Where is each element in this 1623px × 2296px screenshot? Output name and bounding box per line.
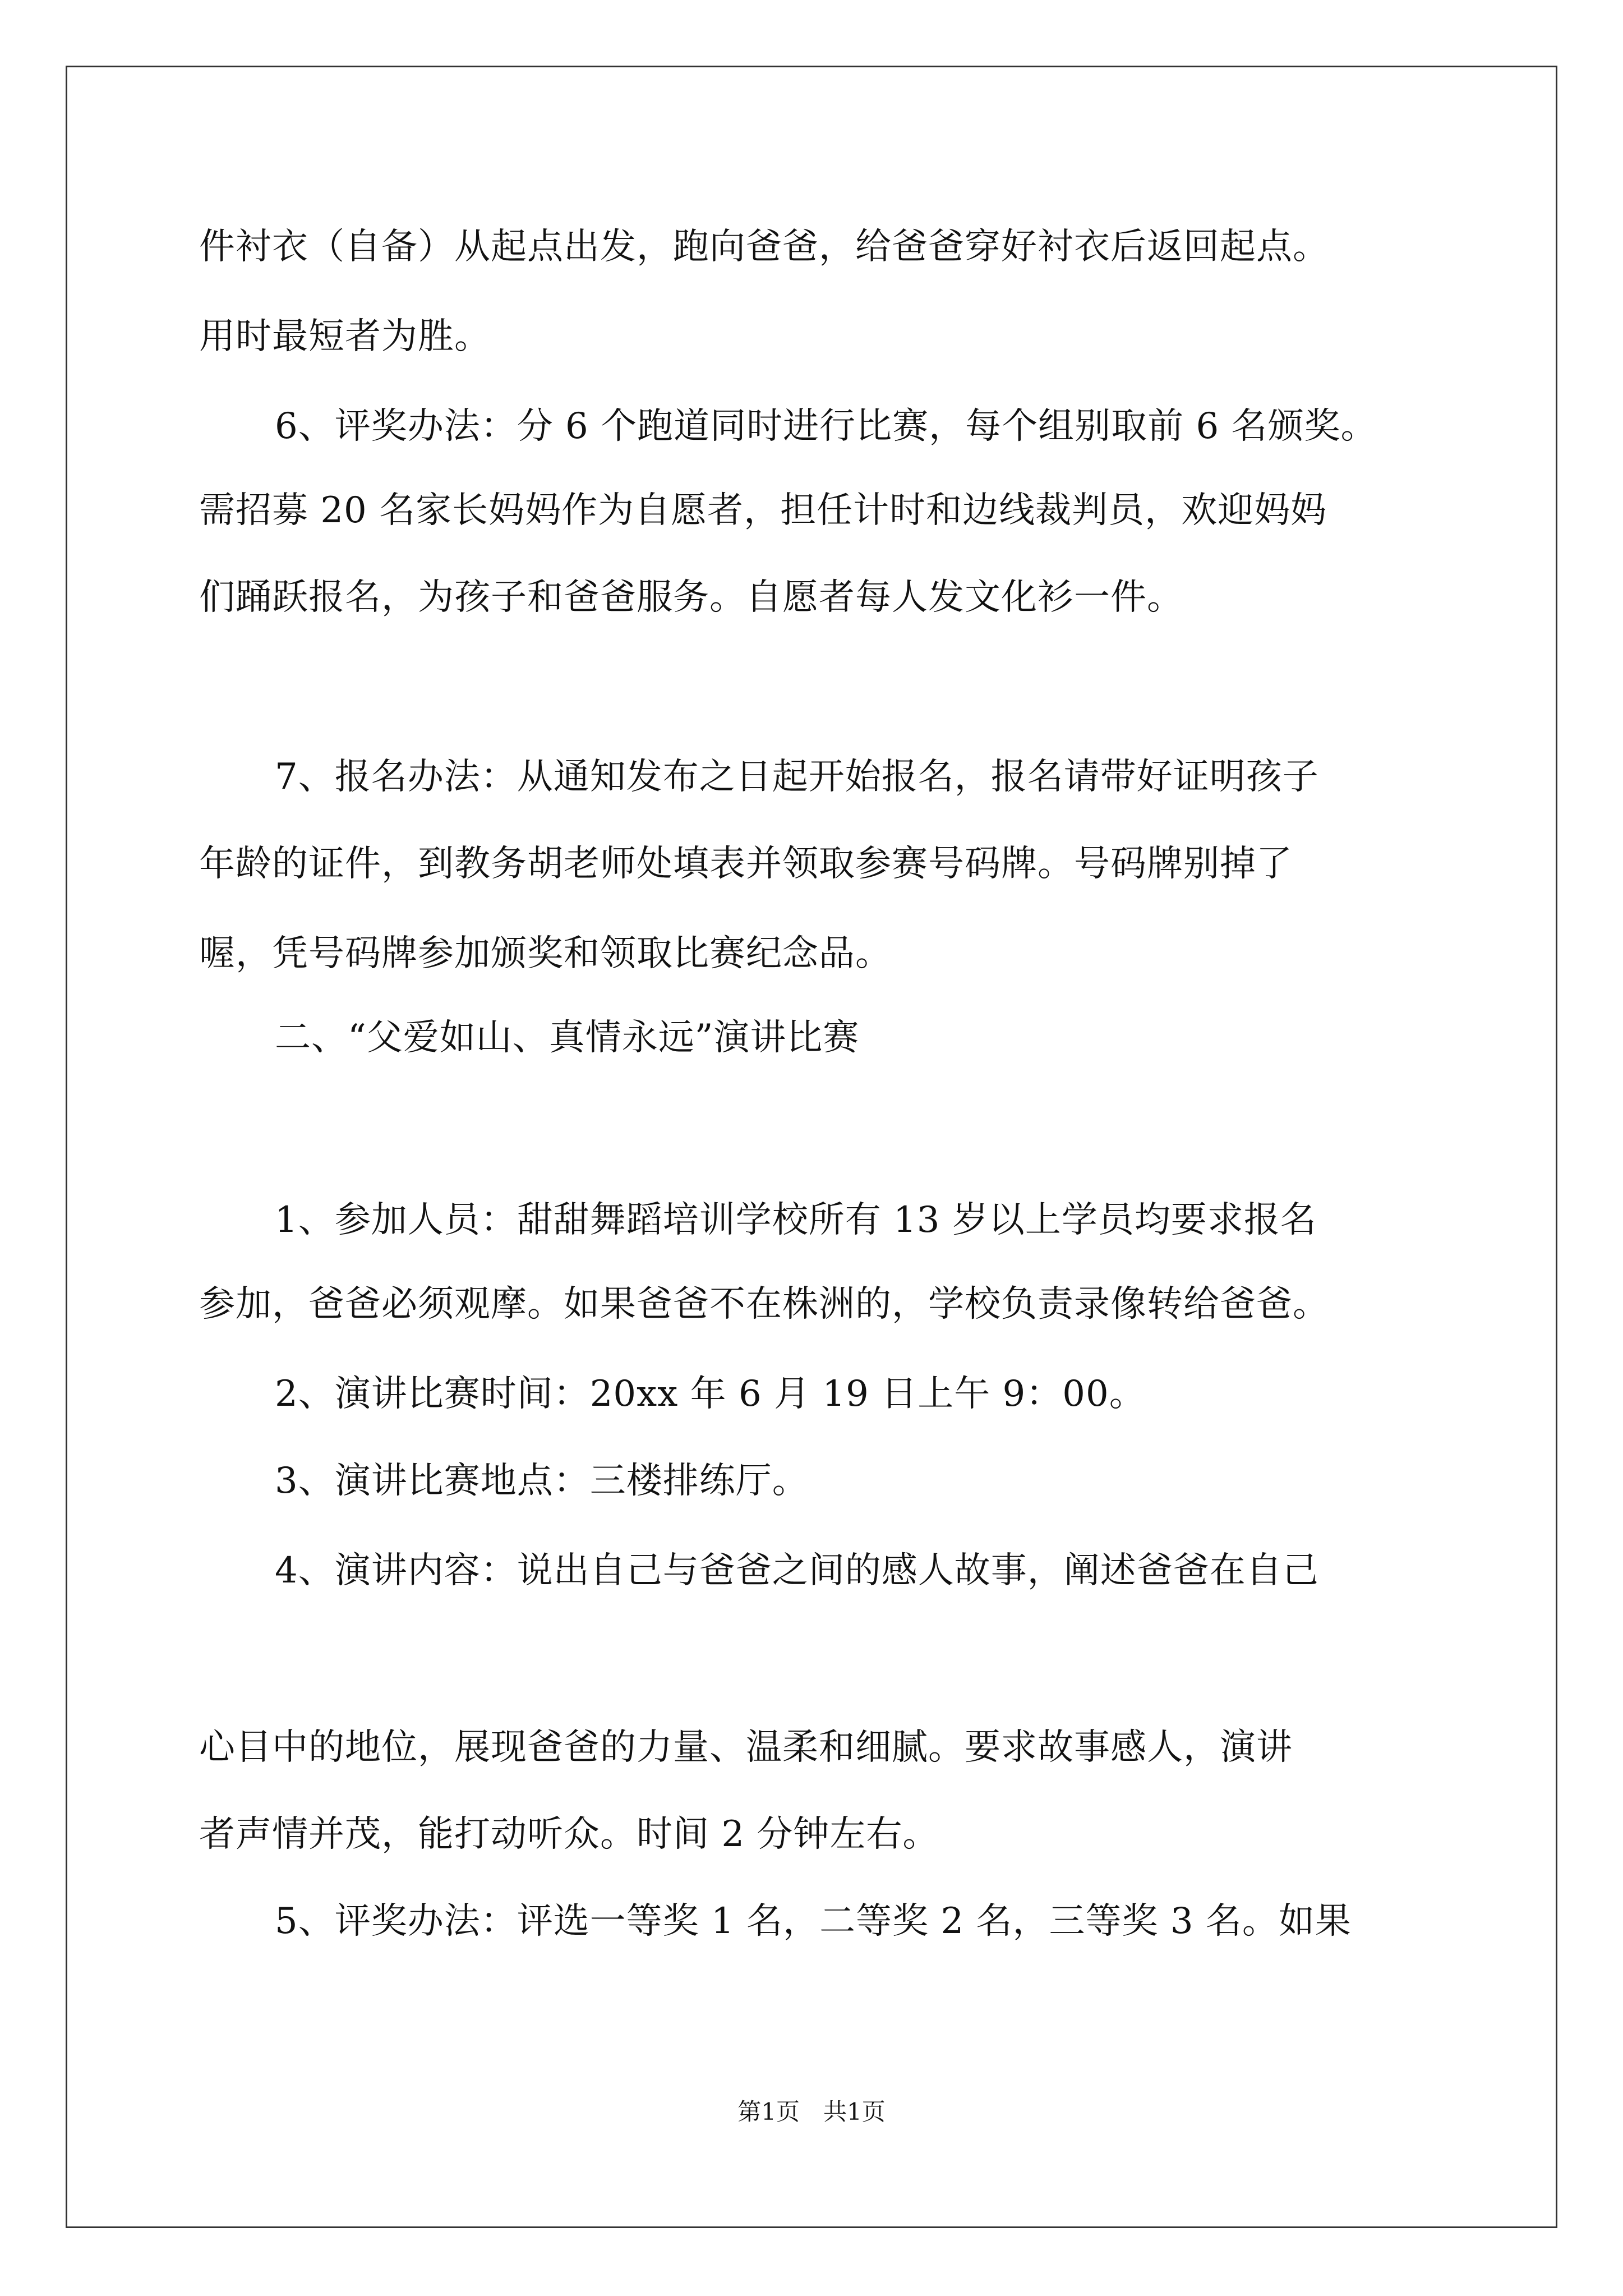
text-line: 7、报名办法：从通知发布之日起开始报名，报名请带好证明孩子: [275, 756, 1319, 798]
text-line: 3、演讲比赛地点：三楼排练厅。: [275, 1460, 809, 1502]
text-line: 们踊跃报名，为孩子和爸爸服务。自愿者每人发文化衫一件。: [199, 577, 1183, 618]
text-line: 6、评奖办法：分 6 个跑道同时进行比赛，每个组别取前 6 名颁奖。: [275, 406, 1377, 447]
text-line: 4、演讲内容：说出自己与爸爸之间的感人故事，阐述爸爸在自己: [275, 1550, 1319, 1591]
text-line: 心目中的地位，展现爸爸的力量、温柔和细腻。要求故事感人，演讲: [199, 1727, 1293, 1768]
text-line: 需招募 20 名家长妈妈作为自愿者，担任计时和边线裁判员，欢迎妈妈: [199, 490, 1327, 531]
page-number-footer: 第1页 共1页: [737, 2098, 886, 2125]
text-line: 2、演讲比赛时间：20xx 年 6 月 19 日上午 9：00。: [275, 1373, 1146, 1415]
text-line: 5、评奖办法：评选一等奖 1 名，二等奖 2 名，三等奖 3 名。如果: [275, 1901, 1352, 1942]
text-line: 用时最短者为胜。: [199, 316, 491, 357]
text-line: 件衬衣（自备）从起点出发，跑向爸爸，给爸爸穿好衬衣后返回起点。: [199, 226, 1329, 268]
text-line: 年龄的证件，到教务胡老师处填表并领取参赛号码牌。号码牌别掉了: [199, 843, 1293, 885]
text-line: 者声情并茂，能打动听众。时间 2 分钟左右。: [199, 1814, 939, 1855]
text-line: 1、参加人员：甜甜舞蹈培训学校所有 13 岁以上学员均要求报名: [275, 1199, 1317, 1241]
text-line: 喔，凭号码牌参加颁奖和领取比赛纪念品。: [199, 933, 892, 974]
section-heading: 二、“父爱如山、真情永远”演讲比赛: [275, 1017, 860, 1059]
text-line: 参加，爸爸必须观摩。如果爸爸不在株洲的，学校负责录像转给爸爸。: [199, 1283, 1329, 1325]
